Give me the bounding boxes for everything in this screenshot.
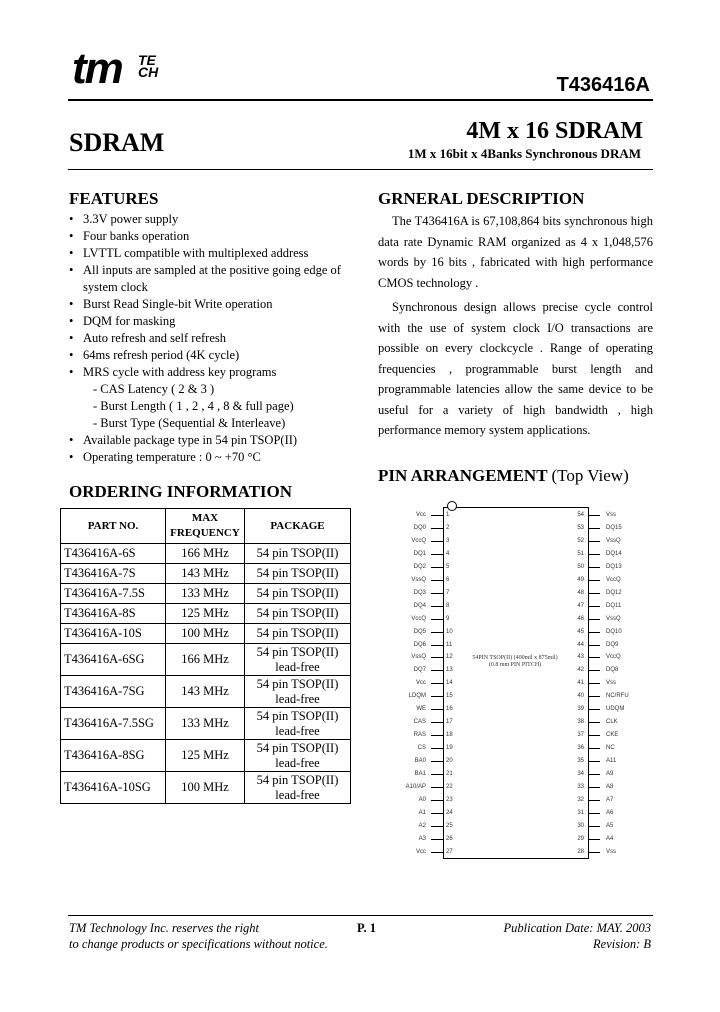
pin-lead xyxy=(588,567,600,568)
pin-lead xyxy=(431,580,443,581)
pin-name: CS xyxy=(417,745,426,752)
pin-lead xyxy=(588,748,600,749)
feature-subitem: - Burst Type (Sequential & Interleave) xyxy=(93,416,286,430)
cell-frequency: 125 MHz xyxy=(166,604,245,624)
pin-number: 48 xyxy=(577,589,584,596)
pin-number: 35 xyxy=(577,758,584,765)
pin-name: VssQ xyxy=(606,615,621,622)
cell-part-no: T436416A-10SG xyxy=(61,772,166,804)
part-number: T436416A xyxy=(556,74,650,96)
pin-lead xyxy=(588,580,600,581)
bullet-icon: • xyxy=(69,229,74,243)
bullet-icon: • xyxy=(69,348,74,362)
pin-lead xyxy=(588,826,600,827)
cell-part-no: T436416A-6SG xyxy=(61,644,166,676)
pin-number: 32 xyxy=(577,796,584,803)
pin-lead xyxy=(588,722,600,723)
pin-name: Vss xyxy=(606,848,617,855)
pin-number: 44 xyxy=(577,641,584,648)
pin-name: DQ8 xyxy=(606,667,619,674)
cell-part-no: T436416A-8SG xyxy=(61,740,166,772)
feature-item: • Burst Read Single-bit Write operation xyxy=(69,297,273,311)
general-description-para1: The T436416A is 67,108,864 bits synchronous high data rate Dynamic RAM organized as 4 x 1,048,576 words by 16 bits , fabricated with high performance CMOS technology . xyxy=(378,214,653,290)
pin-name: A4 xyxy=(606,835,614,842)
cell-package: 54 pin TSOP(II) lead-free xyxy=(245,708,351,740)
pin-lead xyxy=(431,774,443,775)
pin-number: 36 xyxy=(577,745,584,752)
table-header-row xyxy=(61,509,351,544)
pin-number: 11 xyxy=(446,641,453,648)
pin-number: 43 xyxy=(577,654,584,661)
pin-number: 18 xyxy=(446,732,453,739)
feature-subitem: - CAS Latency ( 2 & 3 ) xyxy=(93,382,215,396)
pin-number: 5 xyxy=(446,563,450,570)
ordering-heading: ORDERING INFORMATION xyxy=(69,482,293,501)
bullet-icon: • xyxy=(69,297,74,311)
pin-name: DQ5 xyxy=(413,628,426,635)
package-label: 54PIN TSOP(II) (400mil x 875mil) (0.8 mm PIN PITCH) xyxy=(472,655,558,668)
bullet-icon: • xyxy=(69,450,74,464)
pin-lead xyxy=(588,632,600,633)
pin-number: 38 xyxy=(577,719,584,726)
pin-lead xyxy=(588,761,600,762)
cell-frequency: 143 MHz xyxy=(166,676,245,708)
pin-number: 2 xyxy=(446,524,450,531)
pin-name: A7 xyxy=(606,796,614,803)
feature-item: • 3.3V power supply xyxy=(69,212,179,226)
page-title: 4M x 16 SDRAM xyxy=(466,118,643,144)
pin-name: CAS xyxy=(413,719,426,726)
pin-name: A11 xyxy=(606,758,617,765)
pin-number: 39 xyxy=(577,706,584,713)
cell-part-no: T436416A-7S xyxy=(61,564,166,584)
col-package: PACKAGE xyxy=(245,509,351,544)
pin-number: 25 xyxy=(446,822,453,829)
pin-arrangement-heading: PIN ARRANGEMENT (Top View) xyxy=(378,466,629,485)
cell-frequency: 166 MHz xyxy=(166,544,245,564)
pin-name: CKE xyxy=(606,732,619,739)
pin-name: CLK xyxy=(606,719,618,726)
pin-lead xyxy=(588,735,600,736)
pin-number: 23 xyxy=(446,796,453,803)
pin-name: BA0 xyxy=(414,758,426,765)
general-description-para2: Synchronous design allows precise cycle control with the use of system clock I/O transactions are possible on every clockcycle . Range of operating frequencies , programmable burst length and programmable latencies allow the same device to be useful for a variety of high bandwidth , high performance memory system applications. xyxy=(378,300,653,437)
pin-name: A6 xyxy=(606,809,614,816)
cell-package: 54 pin TSOP(II) xyxy=(245,584,351,604)
pin-number: 50 xyxy=(577,563,584,570)
cell-frequency: 166 MHz xyxy=(166,644,245,676)
table-row xyxy=(61,644,351,676)
header-rule xyxy=(68,99,653,101)
chip-outline xyxy=(443,507,589,859)
pin-lead xyxy=(588,554,600,555)
pin-lead xyxy=(431,567,443,568)
pin-name: DQ10 xyxy=(606,628,622,635)
pin-name: Vss xyxy=(606,680,617,687)
pin-number: 21 xyxy=(446,771,453,777)
title-rule xyxy=(68,169,653,170)
cell-part-no: T436416A-6S xyxy=(61,544,166,564)
pin-number: 13 xyxy=(446,667,453,674)
pin-name: DQ2 xyxy=(413,563,426,570)
pin-lead xyxy=(431,632,443,633)
footer-publication xyxy=(504,920,651,952)
pin-lead xyxy=(431,515,443,516)
pin-lead xyxy=(588,683,600,684)
pin-lead xyxy=(431,761,443,762)
pin-number: 9 xyxy=(446,615,450,622)
cell-package: 54 pin TSOP(II) lead-free xyxy=(245,644,351,676)
table-row xyxy=(61,676,351,708)
pin-number: 22 xyxy=(446,783,453,790)
pin-number: 29 xyxy=(577,835,584,842)
pin-lead xyxy=(588,515,600,516)
pin-number: 45 xyxy=(577,628,584,635)
pin-name: A0 xyxy=(418,796,426,803)
pin-lead xyxy=(588,774,600,775)
pin-number: 47 xyxy=(577,602,584,609)
pin-lead xyxy=(588,839,600,840)
pin-lead xyxy=(431,748,443,749)
pin-name: Vcc xyxy=(415,680,426,687)
pin-name: NC xyxy=(606,745,615,752)
pin-number: 26 xyxy=(446,835,453,842)
pin-name: DQ12 xyxy=(606,589,622,596)
features-heading: FEATURES xyxy=(69,189,159,208)
pin-name: RAS xyxy=(413,732,426,739)
pin-number: 54 xyxy=(577,512,584,518)
pin-name: DQ1 xyxy=(413,550,426,557)
pin-lead xyxy=(588,800,600,801)
pin-name: DQ3 xyxy=(413,589,426,596)
pin-lead xyxy=(431,645,443,646)
cell-part-no: T436416A-7.5S xyxy=(61,584,166,604)
footer-disclaimer: TM Technology Inc. reserves the right to change products or specifications without notice. xyxy=(69,921,328,951)
feature-subitem: - Burst Length ( 1 , 2 , 4 , 8 & full page) xyxy=(93,399,294,413)
pin-name: A5 xyxy=(606,822,614,829)
pin-name: Vss xyxy=(606,512,617,518)
cell-package: 54 pin TSOP(II) lead-free xyxy=(245,676,351,708)
pin-lead xyxy=(588,619,600,620)
cell-package: 54 pin TSOP(II) lead-free xyxy=(245,740,351,772)
page-subtitle: 1M x 16bit x 4Banks Synchronous DRAM xyxy=(407,146,641,161)
pin-name: DQ15 xyxy=(606,524,622,531)
cell-package: 54 pin TSOP(II) xyxy=(245,544,351,564)
feature-item: • LVTTL compatible with multiplexed address xyxy=(69,246,309,260)
pin-name: UDQM xyxy=(606,706,625,713)
feature-item: • DQM for masking xyxy=(69,314,176,328)
pin-number: 16 xyxy=(446,706,453,713)
pin-name: A10/AP xyxy=(405,783,426,790)
pin-lead xyxy=(588,657,600,658)
pin-lead xyxy=(588,709,600,710)
bullet-icon: • xyxy=(69,365,74,379)
pin-number: 37 xyxy=(577,732,584,739)
pin-name: VssQ xyxy=(411,576,426,583)
pin-name: NC/RFU xyxy=(606,693,629,700)
pin-lead xyxy=(588,528,600,529)
pin-lead xyxy=(431,670,443,671)
pin1-marker-icon xyxy=(447,501,457,511)
pin-number: 24 xyxy=(446,809,453,816)
table-row xyxy=(61,564,351,584)
pin-number: 31 xyxy=(577,809,584,816)
table-row xyxy=(61,772,351,804)
pin-lead xyxy=(431,528,443,529)
pin-lead xyxy=(431,709,443,710)
pin-number: 42 xyxy=(577,667,584,674)
pin-number: 41 xyxy=(577,680,584,687)
pin-lead xyxy=(431,541,443,542)
pin-name: DQ11 xyxy=(606,602,622,609)
pin-name: VssQ xyxy=(606,537,621,544)
bullet-icon: • xyxy=(69,314,74,328)
pin-name: DQ13 xyxy=(606,563,622,570)
publication-date: Publication Date: MAY. 2003 xyxy=(503,921,651,935)
revision: Revision: B xyxy=(593,937,651,951)
features-list xyxy=(69,211,369,466)
pin-lead xyxy=(431,813,443,814)
pin-name: A9 xyxy=(606,771,614,777)
pin-lead xyxy=(431,787,443,788)
pin-number: 17 xyxy=(446,719,453,726)
pin-number: 34 xyxy=(577,771,584,777)
cell-package: 54 pin TSOP(II) lead-free xyxy=(245,772,351,804)
pin-name: A2 xyxy=(418,822,426,829)
pin-number: 46 xyxy=(577,615,584,622)
pin-name: DQ0 xyxy=(413,524,426,531)
feature-item: • Four banks operation xyxy=(69,229,190,243)
pin-name: VccQ xyxy=(411,615,426,622)
pin-name: Vcc xyxy=(415,512,426,518)
general-description-heading: GRNERAL DESCRIPTION xyxy=(378,189,585,208)
pin-lead xyxy=(588,670,600,671)
feature-item: • Operating temperature : 0 ~ +70 °C xyxy=(69,450,261,464)
pin-lead xyxy=(588,593,600,594)
bullet-icon: • xyxy=(69,263,74,277)
table-row xyxy=(61,708,351,740)
bullet-icon: • xyxy=(69,212,74,226)
logo-main: tm xyxy=(72,44,122,93)
pin-number: 27 xyxy=(446,848,453,855)
pin-number: 52 xyxy=(577,537,584,544)
cell-package: 54 pin TSOP(II) xyxy=(245,564,351,584)
pin-name: VssQ xyxy=(411,654,426,661)
pin-lead xyxy=(431,619,443,620)
cell-frequency: 125 MHz xyxy=(166,740,245,772)
pin-lead xyxy=(431,826,443,827)
pin-lead xyxy=(431,657,443,658)
pin-lead xyxy=(431,839,443,840)
pin-name: A1 xyxy=(418,809,426,816)
pin-name: A3 xyxy=(418,835,426,842)
pin-name: VccQ xyxy=(411,537,426,544)
pin-number: 14 xyxy=(446,680,453,687)
feature-item: • Auto refresh and self refresh xyxy=(69,331,226,345)
pin-lead xyxy=(431,554,443,555)
family-title: SDRAM xyxy=(69,128,165,157)
pin-number: 3 xyxy=(446,537,450,544)
bullet-icon: • xyxy=(69,246,74,260)
cell-frequency: 100 MHz xyxy=(166,624,245,644)
pin-name: WE xyxy=(416,706,426,713)
pin-number: 28 xyxy=(577,848,584,855)
cell-part-no: T436416A-7SG xyxy=(61,676,166,708)
col-part-no: PART NO. xyxy=(61,509,166,544)
pin-lead xyxy=(588,852,600,853)
feature-item: • All inputs are sampled at the positive going edge of system clock xyxy=(69,263,341,294)
pin-lead xyxy=(588,606,600,607)
pin-name: DQ9 xyxy=(606,641,619,648)
pin-lead xyxy=(431,696,443,697)
footer-rule xyxy=(68,915,653,916)
pin-view-label: (Top View) xyxy=(551,466,629,485)
pin-name: BA1 xyxy=(414,771,426,777)
ordering-table xyxy=(60,508,351,804)
pin-number: 7 xyxy=(446,589,450,596)
feature-item: • Available package type in 54 pin TSOP(II) xyxy=(69,433,298,447)
cell-part-no: T436416A-7.5SG xyxy=(61,708,166,740)
table-row xyxy=(61,740,351,772)
cell-package: 54 pin TSOP(II) xyxy=(245,604,351,624)
pin-name: LDQM xyxy=(408,693,426,700)
pin-lead xyxy=(431,800,443,801)
col-max-frequency: MAX FREQUENCY xyxy=(166,509,245,544)
pin-name: Vcc xyxy=(415,848,426,855)
pin-number: 20 xyxy=(446,758,453,765)
table-row xyxy=(61,604,351,624)
pin-name: DQ14 xyxy=(606,550,622,557)
pin-lead xyxy=(431,852,443,853)
pin-number: 15 xyxy=(446,693,453,700)
pin-number: 1 xyxy=(446,512,450,518)
pin-number: 30 xyxy=(577,822,584,829)
pin-number: 53 xyxy=(577,524,584,531)
table-row xyxy=(61,584,351,604)
pin-number: 12 xyxy=(446,654,453,661)
pin-lead xyxy=(588,813,600,814)
bullet-icon: • xyxy=(69,433,74,447)
cell-frequency: 133 MHz xyxy=(166,708,245,740)
page-number: P. 1 xyxy=(357,921,376,935)
pin-lead xyxy=(431,593,443,594)
bullet-icon: • xyxy=(69,331,74,345)
cell-frequency: 100 MHz xyxy=(166,772,245,804)
pin-lead xyxy=(431,735,443,736)
pin-lead xyxy=(588,541,600,542)
pin-number: 49 xyxy=(577,576,584,583)
pin-number: 40 xyxy=(577,693,584,700)
pin-number: 6 xyxy=(446,576,450,583)
cell-package: 54 pin TSOP(II) xyxy=(245,624,351,644)
pin-lead xyxy=(588,696,600,697)
pin-name: DQ4 xyxy=(413,602,426,609)
feature-item: • 64ms refresh period (4K cycle) xyxy=(69,348,240,362)
pin-name: VccQ xyxy=(606,576,621,583)
pin-number: 4 xyxy=(446,550,450,557)
table-row xyxy=(61,544,351,564)
pin-number: 8 xyxy=(446,602,450,609)
pin-lead xyxy=(588,787,600,788)
pin-name: DQ6 xyxy=(413,641,426,648)
cell-part-no: T436416A-10S xyxy=(61,624,166,644)
pin-lead xyxy=(588,645,600,646)
logo-sub: TE CH xyxy=(138,52,159,80)
pin-number: 51 xyxy=(577,550,584,557)
pin-number: 19 xyxy=(446,745,453,752)
feature-item: • MRS cycle with address key programs xyxy=(69,365,277,379)
pin-name: DQ7 xyxy=(413,667,426,674)
pin-number: 33 xyxy=(577,783,584,790)
pin-lead xyxy=(431,683,443,684)
table-row xyxy=(61,624,351,644)
pin-number: 10 xyxy=(446,628,453,635)
cell-frequency: 133 MHz xyxy=(166,584,245,604)
cell-frequency: 143 MHz xyxy=(166,564,245,584)
cell-part-no: T436416A-8S xyxy=(61,604,166,624)
pin-name: A8 xyxy=(606,783,614,790)
pin-lead xyxy=(431,722,443,723)
pin-lead xyxy=(431,606,443,607)
pin-name: VccQ xyxy=(606,654,621,661)
